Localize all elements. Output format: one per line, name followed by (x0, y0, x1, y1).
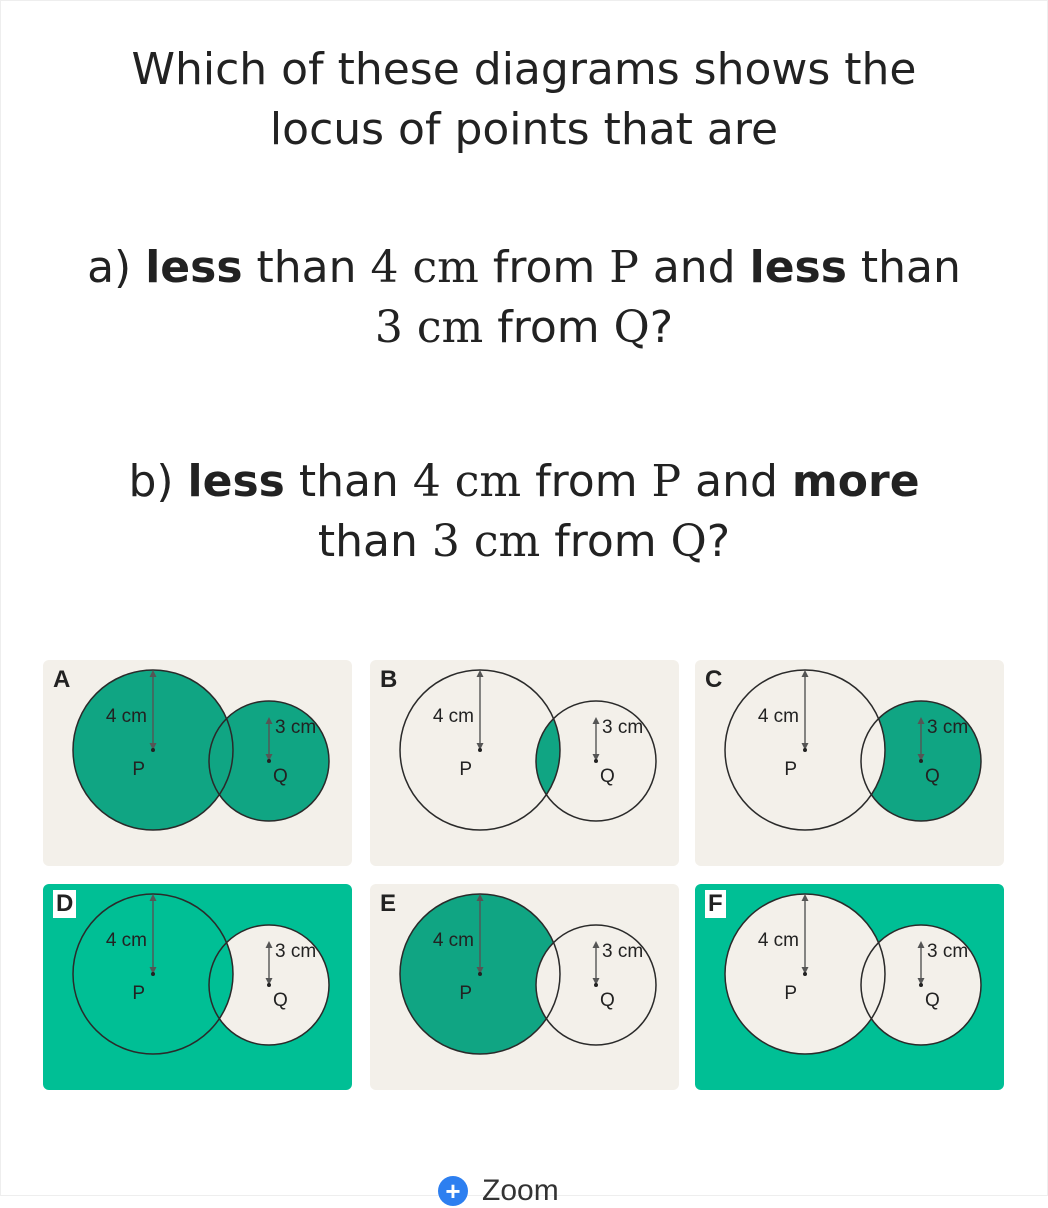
option-diagram-e (370, 884, 679, 1090)
point-label-q: Q (600, 766, 615, 787)
part-b-more: more (791, 456, 920, 507)
question-title-line-2: locus of points that are (269, 104, 779, 155)
part-a-distance-2: 3 cm (374, 302, 484, 353)
point-label-q: Q (925, 990, 940, 1011)
question-part-b (0, 452, 1048, 572)
part-b-point-q: Q (670, 516, 707, 567)
part-b-distance-2: 3 cm (431, 516, 541, 567)
point-label-p: P (784, 983, 797, 1004)
part-a-text-4: than (846, 242, 961, 293)
option-letter-a: A (53, 666, 71, 693)
option-diagram-f (695, 884, 1004, 1090)
point-label-p: P (459, 983, 472, 1004)
point-label-p: P (784, 759, 797, 780)
zoom-button[interactable] (438, 1176, 559, 1206)
part-b-less: less (187, 456, 285, 507)
option-card-a[interactable] (43, 660, 352, 866)
radius-label-q: 3 cm (927, 717, 969, 738)
part-a-point-q: Q (613, 302, 650, 353)
part-a-end: ? (649, 302, 674, 353)
option-diagram-c (695, 660, 1004, 866)
radius-label-p: 4 cm (105, 706, 147, 727)
radius-arrow-q (593, 717, 600, 761)
point-q-dot (919, 983, 923, 987)
point-q-dot (267, 759, 271, 763)
point-label-q: Q (273, 990, 288, 1011)
point-p-dot (803, 748, 807, 752)
point-q-dot (919, 759, 923, 763)
part-a-text-1: than (242, 242, 371, 293)
radius-arrow-p (150, 894, 157, 974)
option-letter-e: E (380, 890, 397, 917)
radius-arrow-q (593, 941, 600, 985)
point-p-dot (478, 972, 482, 976)
question-part-a (0, 238, 1048, 358)
radius-label-q: 3 cm (602, 717, 644, 738)
part-b-distance-1: 4 cm (412, 456, 522, 507)
radius-label-q: 3 cm (275, 717, 317, 738)
part-b-text-5: from (540, 516, 671, 567)
option-card-d[interactable] (43, 884, 352, 1090)
radius-label-p: 4 cm (432, 706, 474, 727)
radius-arrow-p (802, 670, 809, 750)
part-a-less-1: less (145, 242, 243, 293)
radius-label-p: 4 cm (432, 930, 474, 951)
part-a-prefix: a) (87, 242, 146, 293)
point-p-dot (151, 972, 155, 976)
part-a-text-2: from (478, 242, 610, 293)
point-q-dot (267, 983, 271, 987)
part-b-point-p: P (651, 456, 682, 507)
part-b-text-1: than (284, 456, 413, 507)
point-p-dot (478, 748, 482, 752)
point-label-q: Q (273, 766, 288, 787)
point-label-q: Q (925, 766, 940, 787)
option-card-f[interactable] (695, 884, 1004, 1090)
radius-label-p: 4 cm (757, 930, 799, 951)
part-b-text-2: from (521, 456, 652, 507)
point-q-dot (594, 983, 598, 987)
option-diagram-b (370, 660, 679, 866)
option-card-b[interactable] (370, 660, 679, 866)
point-label-p: P (132, 983, 145, 1004)
option-diagram-d (43, 884, 352, 1090)
part-b-prefix: b) (128, 456, 188, 507)
radius-arrow-p (477, 670, 484, 750)
option-letter-c: C (705, 666, 723, 693)
plus-icon: + (438, 1176, 468, 1206)
question-title (0, 40, 1048, 160)
radius-label-q: 3 cm (602, 941, 644, 962)
radius-label-p: 4 cm (105, 930, 147, 951)
part-a-less-2: less (749, 242, 847, 293)
part-b-end: ? (706, 516, 731, 567)
radius-label-p: 4 cm (757, 706, 799, 727)
part-a-distance-1: 4 cm (370, 242, 479, 293)
point-p-dot (803, 972, 807, 976)
part-b-text-3: and (681, 456, 792, 507)
point-label-p: P (132, 759, 145, 780)
option-letter-b: B (380, 666, 398, 693)
point-p-dot (151, 748, 155, 752)
option-letter-f: F (705, 890, 726, 918)
point-label-q: Q (600, 990, 615, 1011)
question-title-line-1: Which of these diagrams shows the (131, 44, 917, 95)
part-b-text-4: than (317, 516, 432, 567)
option-card-e[interactable] (370, 884, 679, 1090)
radius-label-q: 3 cm (275, 941, 317, 962)
point-label-p: P (459, 759, 472, 780)
option-letter-d: D (53, 890, 76, 918)
point-q-dot (594, 759, 598, 763)
option-card-c[interactable] (695, 660, 1004, 866)
radius-label-q: 3 cm (927, 941, 969, 962)
option-diagram-a (43, 660, 352, 866)
part-a-text-5: from (483, 302, 614, 353)
part-a-point-p: P (609, 242, 639, 293)
part-a-text-3: and (638, 242, 750, 293)
zoom-label: Zoom (482, 1174, 559, 1207)
